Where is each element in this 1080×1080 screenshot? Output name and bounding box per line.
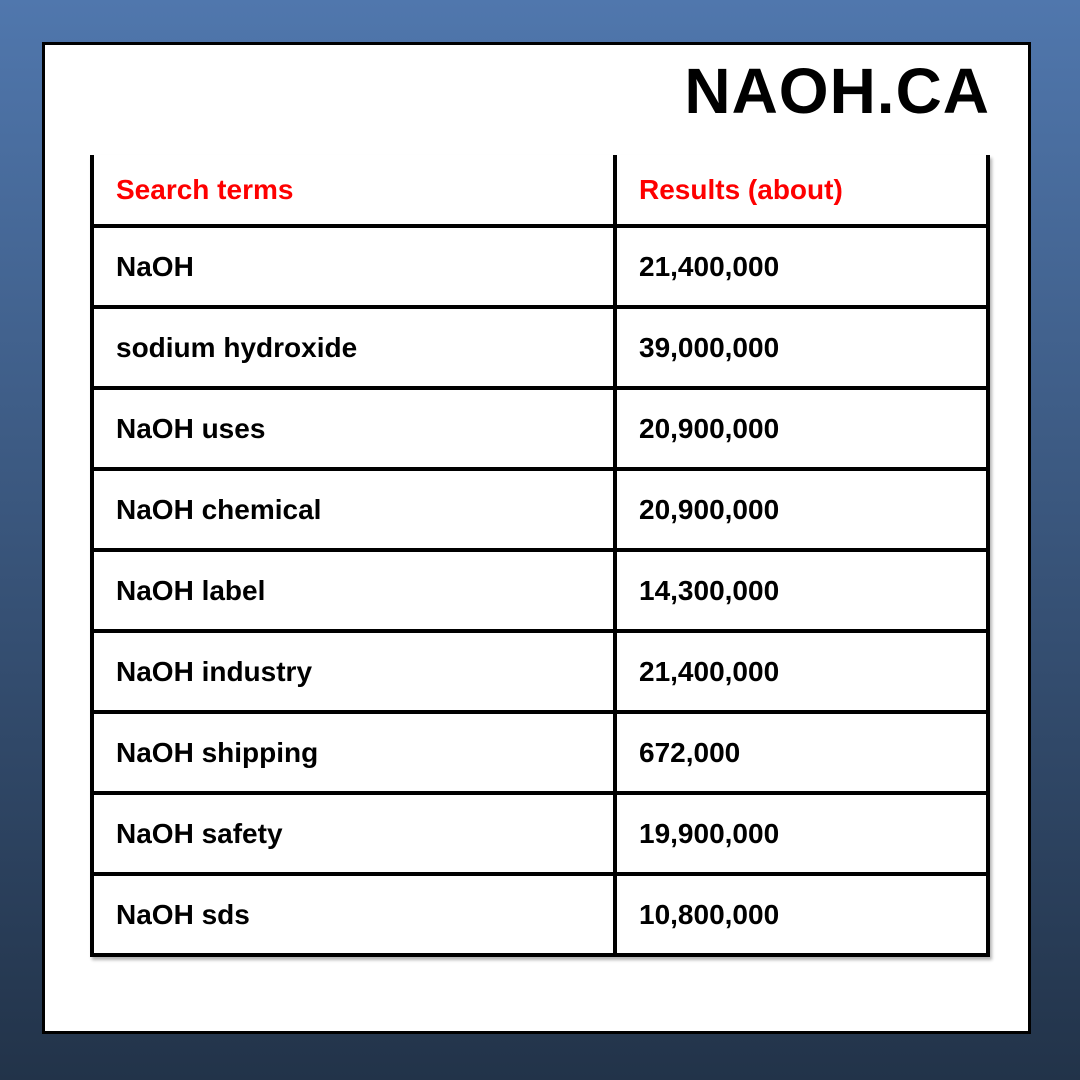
search-term-cell: NaOH xyxy=(92,226,615,307)
column-header-results: Results (about) xyxy=(615,155,988,226)
table-row xyxy=(92,793,988,874)
table-row xyxy=(92,712,988,793)
table-row xyxy=(92,469,988,550)
results-cell: 10,800,000 xyxy=(615,874,988,955)
search-term-cell: NaOH safety xyxy=(92,793,615,874)
results-cell: 39,000,000 xyxy=(615,307,988,388)
search-term-cell: sodium hydroxide xyxy=(92,307,615,388)
table-row xyxy=(92,388,988,469)
site-title: NAOH.CA xyxy=(684,55,990,127)
results-cell: 21,400,000 xyxy=(615,631,988,712)
table-row xyxy=(92,631,988,712)
results-cell: 20,900,000 xyxy=(615,388,988,469)
table-row xyxy=(92,550,988,631)
results-cell: 14,300,000 xyxy=(615,550,988,631)
search-results-table xyxy=(90,155,990,957)
search-term-cell: NaOH sds xyxy=(92,874,615,955)
card-content xyxy=(90,55,990,957)
search-term-cell: NaOH shipping xyxy=(92,712,615,793)
search-term-cell: NaOH label xyxy=(92,550,615,631)
column-header-search-terms: Search terms xyxy=(92,155,615,226)
search-term-cell: NaOH chemical xyxy=(92,469,615,550)
results-cell: 21,400,000 xyxy=(615,226,988,307)
search-term-cell: NaOH industry xyxy=(92,631,615,712)
table-row xyxy=(92,226,988,307)
results-cell: 672,000 xyxy=(615,712,988,793)
table-row xyxy=(92,874,988,955)
search-term-cell: NaOH uses xyxy=(92,388,615,469)
results-cell: 20,900,000 xyxy=(615,469,988,550)
table-body xyxy=(92,226,988,955)
table-row xyxy=(92,307,988,388)
results-cell: 19,900,000 xyxy=(615,793,988,874)
card xyxy=(42,42,1031,1034)
table-header-row xyxy=(92,155,988,226)
